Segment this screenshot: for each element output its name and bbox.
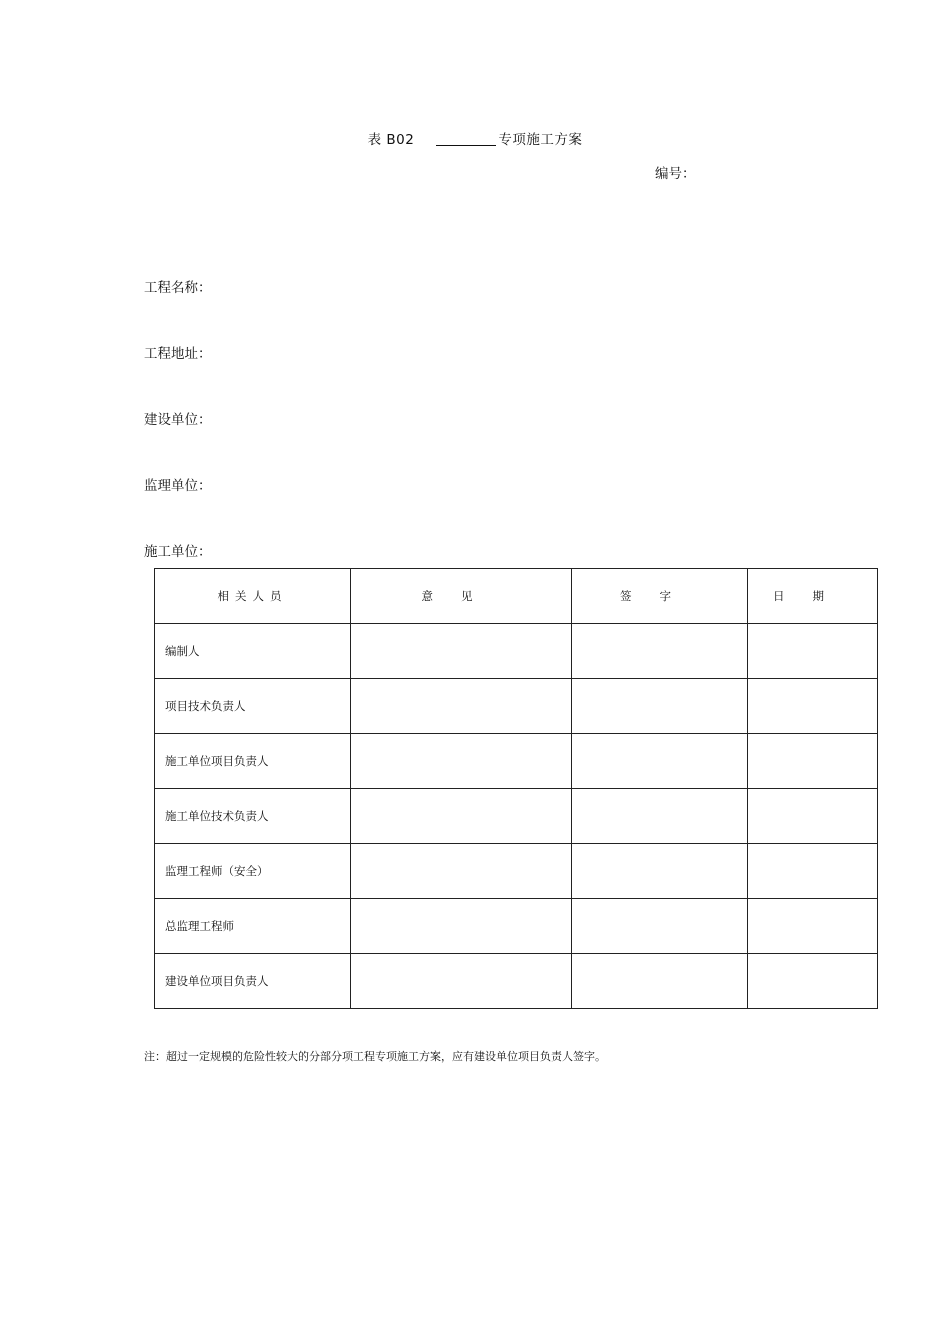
- signature-cell[interactable]: [572, 789, 748, 844]
- header-opinion: 意见: [351, 569, 572, 624]
- opinion-cell[interactable]: [351, 624, 572, 679]
- approval-table: [154, 568, 878, 1009]
- footnote: 注：超过一定规模的危险性较大的分部分项工程专项施工方案，应有建设单位项目负责人签字。: [144, 1050, 606, 1063]
- table-row: [155, 899, 878, 954]
- table-row: [155, 624, 878, 679]
- role-cell: 建设单位项目负责人: [155, 954, 351, 1009]
- date-cell[interactable]: [748, 899, 878, 954]
- table-row: [155, 679, 878, 734]
- date-cell[interactable]: [748, 624, 878, 679]
- role-cell: 监理工程师（安全）: [155, 844, 351, 899]
- opinion-cell[interactable]: [351, 954, 572, 1009]
- header-signature: 签字: [572, 569, 748, 624]
- opinion-cell[interactable]: [351, 899, 572, 954]
- opinion-cell[interactable]: [351, 789, 572, 844]
- opinion-cell[interactable]: [351, 844, 572, 899]
- table-code: 表 B02: [367, 132, 415, 148]
- signature-cell[interactable]: [572, 679, 748, 734]
- table-header-row: [155, 569, 878, 624]
- signature-cell[interactable]: [572, 624, 748, 679]
- contractor-unit-label: 施工单位：: [144, 544, 212, 560]
- signature-cell[interactable]: [572, 734, 748, 789]
- project-name-label: 工程名称：: [144, 280, 212, 296]
- date-cell[interactable]: [748, 844, 878, 899]
- opinion-cell[interactable]: [351, 679, 572, 734]
- header-date: 日期: [748, 569, 878, 624]
- header-personnel: 相关人员: [155, 569, 351, 624]
- date-cell[interactable]: [748, 954, 878, 1009]
- role-cell: 施工单位技术负责人: [155, 789, 351, 844]
- role-cell: 编制人: [155, 624, 351, 679]
- signature-cell[interactable]: [572, 844, 748, 899]
- role-cell: 项目技术负责人: [155, 679, 351, 734]
- title-blank-field[interactable]: [436, 131, 496, 146]
- construction-unit-label: 建设单位：: [144, 412, 212, 428]
- table-row: [155, 954, 878, 1009]
- date-cell[interactable]: [748, 679, 878, 734]
- table-row: [155, 734, 878, 789]
- signature-cell[interactable]: [572, 899, 748, 954]
- date-cell[interactable]: [748, 789, 878, 844]
- role-cell: 总监理工程师: [155, 899, 351, 954]
- table-row: [155, 789, 878, 844]
- date-cell[interactable]: [748, 734, 878, 789]
- role-cell: 施工单位项目负责人: [155, 734, 351, 789]
- opinion-cell[interactable]: [351, 734, 572, 789]
- signature-cell[interactable]: [572, 954, 748, 1009]
- table-row: [155, 844, 878, 899]
- number-label: 编号：: [655, 166, 696, 182]
- project-address-label: 工程地址：: [144, 346, 212, 362]
- form-title: [0, 128, 950, 148]
- title-suffix: 专项施工方案: [498, 132, 583, 148]
- supervision-unit-label: 监理单位：: [144, 478, 212, 494]
